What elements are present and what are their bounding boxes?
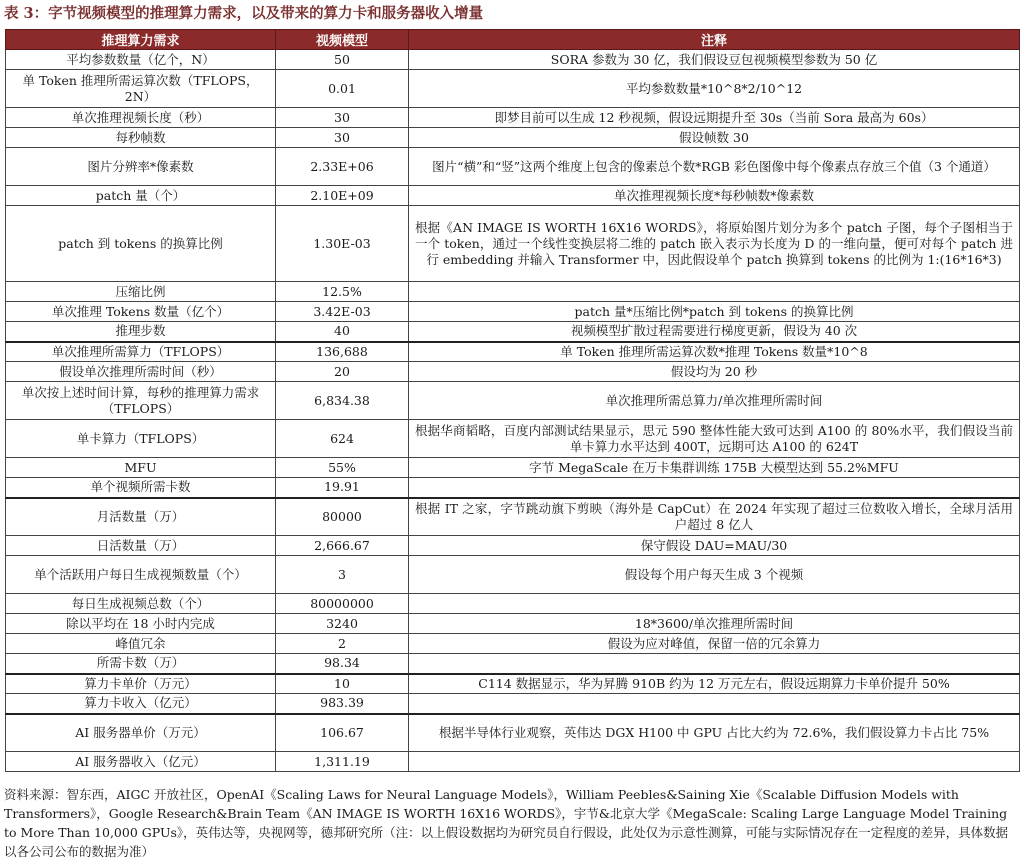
row-label: 单个视频所需卡数 (6, 478, 276, 498)
table-row (6, 206, 1020, 282)
table-row (6, 186, 1020, 206)
table-row (6, 674, 1020, 694)
row-value: 136,688 (276, 342, 409, 362)
row-label: 单个活跃用户每日生成视频数量（个） (6, 556, 276, 594)
row-label: 单 Token 推理所需运算次数（TFLOPS，2N） (6, 70, 276, 108)
row-value: 40 (276, 322, 409, 342)
row-value: 20 (276, 362, 409, 382)
row-label: 单次推理 Tokens 数量（亿个） (6, 302, 276, 322)
row-value: 106.67 (276, 714, 409, 752)
row-label: AI 服务器收入（亿元） (6, 752, 276, 772)
row-note: 假设为应对峰值，保留一倍的冗余算力 (409, 634, 1020, 654)
table-row (6, 420, 1020, 458)
table-row (6, 148, 1020, 186)
row-label: 单卡算力（TFLOPS） (6, 420, 276, 458)
row-label: patch 到 tokens 的换算比例 (6, 206, 276, 282)
row-value: 80000 (276, 498, 409, 536)
row-value: 30 (276, 108, 409, 128)
row-label: 峰值冗余 (6, 634, 276, 654)
row-value: 50 (276, 50, 409, 70)
table-row (6, 594, 1020, 614)
table-row (6, 108, 1020, 128)
table-row (6, 752, 1020, 772)
row-note: 单 Token 推理所需运算次数*推理 Tokens 数量*10^8 (409, 342, 1020, 362)
row-note: 根据华商韬略，百度内部测试结果显示，思元 590 整体性能大致可达到 A100 的 80%水平，我们假设当前单卡算力水平达到 400T，远期可达 A100 的 624T (409, 420, 1020, 458)
row-label: 压缩比例 (6, 282, 276, 302)
row-note: C114 数据显示，华为昇腾 910B 约为 12 万元左右，假设远期算力卡单价提升 50% (409, 674, 1020, 694)
row-note (409, 654, 1020, 674)
row-value: 1,311.19 (276, 752, 409, 772)
table-row (6, 322, 1020, 342)
table-row (6, 302, 1020, 322)
row-note: 根据半导体行业观察，英伟达 DGX H100 中 GPU 占比大约为 72.6%，我们假设算力卡占比 75% (409, 714, 1020, 752)
table-row (6, 498, 1020, 536)
header-demand: 推理算力需求 (6, 30, 276, 50)
table-row (6, 362, 1020, 382)
row-note: 单次推理所需总算力/单次推理所需时间 (409, 382, 1020, 420)
row-note: 假设每个用户每天生成 3 个视频 (409, 556, 1020, 594)
row-value: 80000000 (276, 594, 409, 614)
header-notes: 注释 (409, 30, 1020, 50)
row-note: SORA 参数为 30 亿，我们假设豆包视频模型参数为 50 亿 (409, 50, 1020, 70)
row-label: AI 服务器单价（万元） (6, 714, 276, 752)
table-row (6, 70, 1020, 108)
row-value: 0.01 (276, 70, 409, 108)
table-title: 表 3：字节视频模型的推理算力需求，以及带来的算力卡和服务器收入增量 (4, 5, 484, 22)
row-note: 保守假设 DAU=MAU/30 (409, 536, 1020, 556)
table-row (6, 342, 1020, 362)
row-value: 2.33E+06 (276, 148, 409, 186)
row-note: patch 量*压缩比例*patch 到 tokens 的换算比例 (409, 302, 1020, 322)
row-label: 算力卡收入（亿元） (6, 694, 276, 714)
table-row (6, 458, 1020, 478)
table-container (5, 29, 1019, 772)
row-label: 推理步数 (6, 322, 276, 342)
row-value: 3.42E-03 (276, 302, 409, 322)
row-label: 图片分辨率*像素数 (6, 148, 276, 186)
row-value: 3240 (276, 614, 409, 634)
table-row (6, 556, 1020, 594)
row-value: 55% (276, 458, 409, 478)
row-note: 根据 IT 之家，字节跳动旗下剪映（海外是 CapCut）在 2024 年实现了超过三位数收入增长，全球月活用户超过 8 亿人 (409, 498, 1020, 536)
row-value: 98.34 (276, 654, 409, 674)
row-label: MFU (6, 458, 276, 478)
row-note: 图片“横”和“竖”这两个维度上包含的像素总个数*RGB 彩色图像中每个像素点存放三个值（3 个通道） (409, 148, 1020, 186)
row-note (409, 282, 1020, 302)
table-row (6, 282, 1020, 302)
row-value: 3 (276, 556, 409, 594)
row-label: 每秒帧数 (6, 128, 276, 148)
row-label: 平均参数数量（亿个，N） (6, 50, 276, 70)
row-value: 19.91 (276, 478, 409, 498)
row-label: 单次按上述时间计算，每秒的推理算力需求（TFLOPS） (6, 382, 276, 420)
row-label: 单次推理视频长度（秒） (6, 108, 276, 128)
row-note: 根据《AN IMAGE IS WORTH 16X16 WORDS》，将原始图片划分为多个 patch 子图，每个子图相当于一个 token，通过一个线性变换层将二维的 patch 嵌入表示为长度为 D 的一维向量，便可对每个 patch 进行 embedding 并输入 Transformer 中，因此假设单个 patch 换算到 tokens 的比例为 1:(16*16*3) (409, 206, 1020, 282)
row-note (409, 752, 1020, 772)
row-value: 983.39 (276, 694, 409, 714)
row-note: 平均参数数量*10^8*2/10^12 (409, 70, 1020, 108)
table-row (6, 694, 1020, 714)
row-note (409, 694, 1020, 714)
row-value: 624 (276, 420, 409, 458)
row-label: 每日生成视频总数（个） (6, 594, 276, 614)
row-note: 视频模型扩散过程需要进行梯度更新，假设为 40 次 (409, 322, 1020, 342)
row-value: 2 (276, 634, 409, 654)
row-value: 2.10E+09 (276, 186, 409, 206)
table-row (6, 536, 1020, 556)
row-note (409, 478, 1020, 498)
table-row (6, 614, 1020, 634)
row-note: 假设帧数 30 (409, 128, 1020, 148)
row-note: 字节 MegaScale 在万卡集群训练 175B 大模型达到 55.2%MFU (409, 458, 1020, 478)
row-label: 单次推理所需算力（TFLOPS） (6, 342, 276, 362)
row-note: 单次推理视频长度*每秒帧数*像素数 (409, 186, 1020, 206)
table-row (6, 634, 1020, 654)
row-note: 假设均为 20 秒 (409, 362, 1020, 382)
row-label: 日活数量（万） (6, 536, 276, 556)
row-label: 算力卡单价（万元） (6, 674, 276, 694)
table-row (6, 50, 1020, 70)
table-row (6, 714, 1020, 752)
table-row (6, 128, 1020, 148)
row-value: 6,834.38 (276, 382, 409, 420)
header-video-model: 视频模型 (276, 30, 409, 50)
row-label: 所需卡数（万） (6, 654, 276, 674)
source-note: 资料来源：智东西，AIGC 开放社区，OpenAI《Scaling Laws for Neural Language Models》，William Peebles&Saining Xie《Scalable Diffusion Models with Transformers》，Google Research&Brain Team《AN IMAGE IS WORTH 16X16 WORDS》，宇节&北京大学《MegaScale: Scaling Large Language Model Training to More Than 10,000 GPUs》，英伟达等，央视网等，德邦研究所（注：以上假设数据均为研究员自行假设，此处仅为示意性测算，可能与实际情况存在一定程度的差异，具体数据以各公司公布的数据为准） (4, 787, 1009, 859)
row-label: 除以平均在 18 小时内完成 (6, 614, 276, 634)
row-label: patch 量（个） (6, 186, 276, 206)
row-value: 30 (276, 128, 409, 148)
row-note: 18*3600/单次推理所需时间 (409, 614, 1020, 634)
row-value: 1.30E-03 (276, 206, 409, 282)
row-label: 月活数量（万） (6, 498, 276, 536)
row-value: 10 (276, 674, 409, 694)
table-row (6, 382, 1020, 420)
table-row (6, 478, 1020, 498)
compute-demand-table (5, 29, 1020, 772)
row-note (409, 594, 1020, 614)
row-label: 假设单次推理所需时间（秒） (6, 362, 276, 382)
table-row (6, 654, 1020, 674)
row-note: 即梦目前可以生成 12 秒视频，假设远期提升至 30s（当前 Sora 最高为 60s） (409, 108, 1020, 128)
row-value: 2,666.67 (276, 536, 409, 556)
row-value: 12.5% (276, 282, 409, 302)
table-header-row (6, 30, 1020, 50)
